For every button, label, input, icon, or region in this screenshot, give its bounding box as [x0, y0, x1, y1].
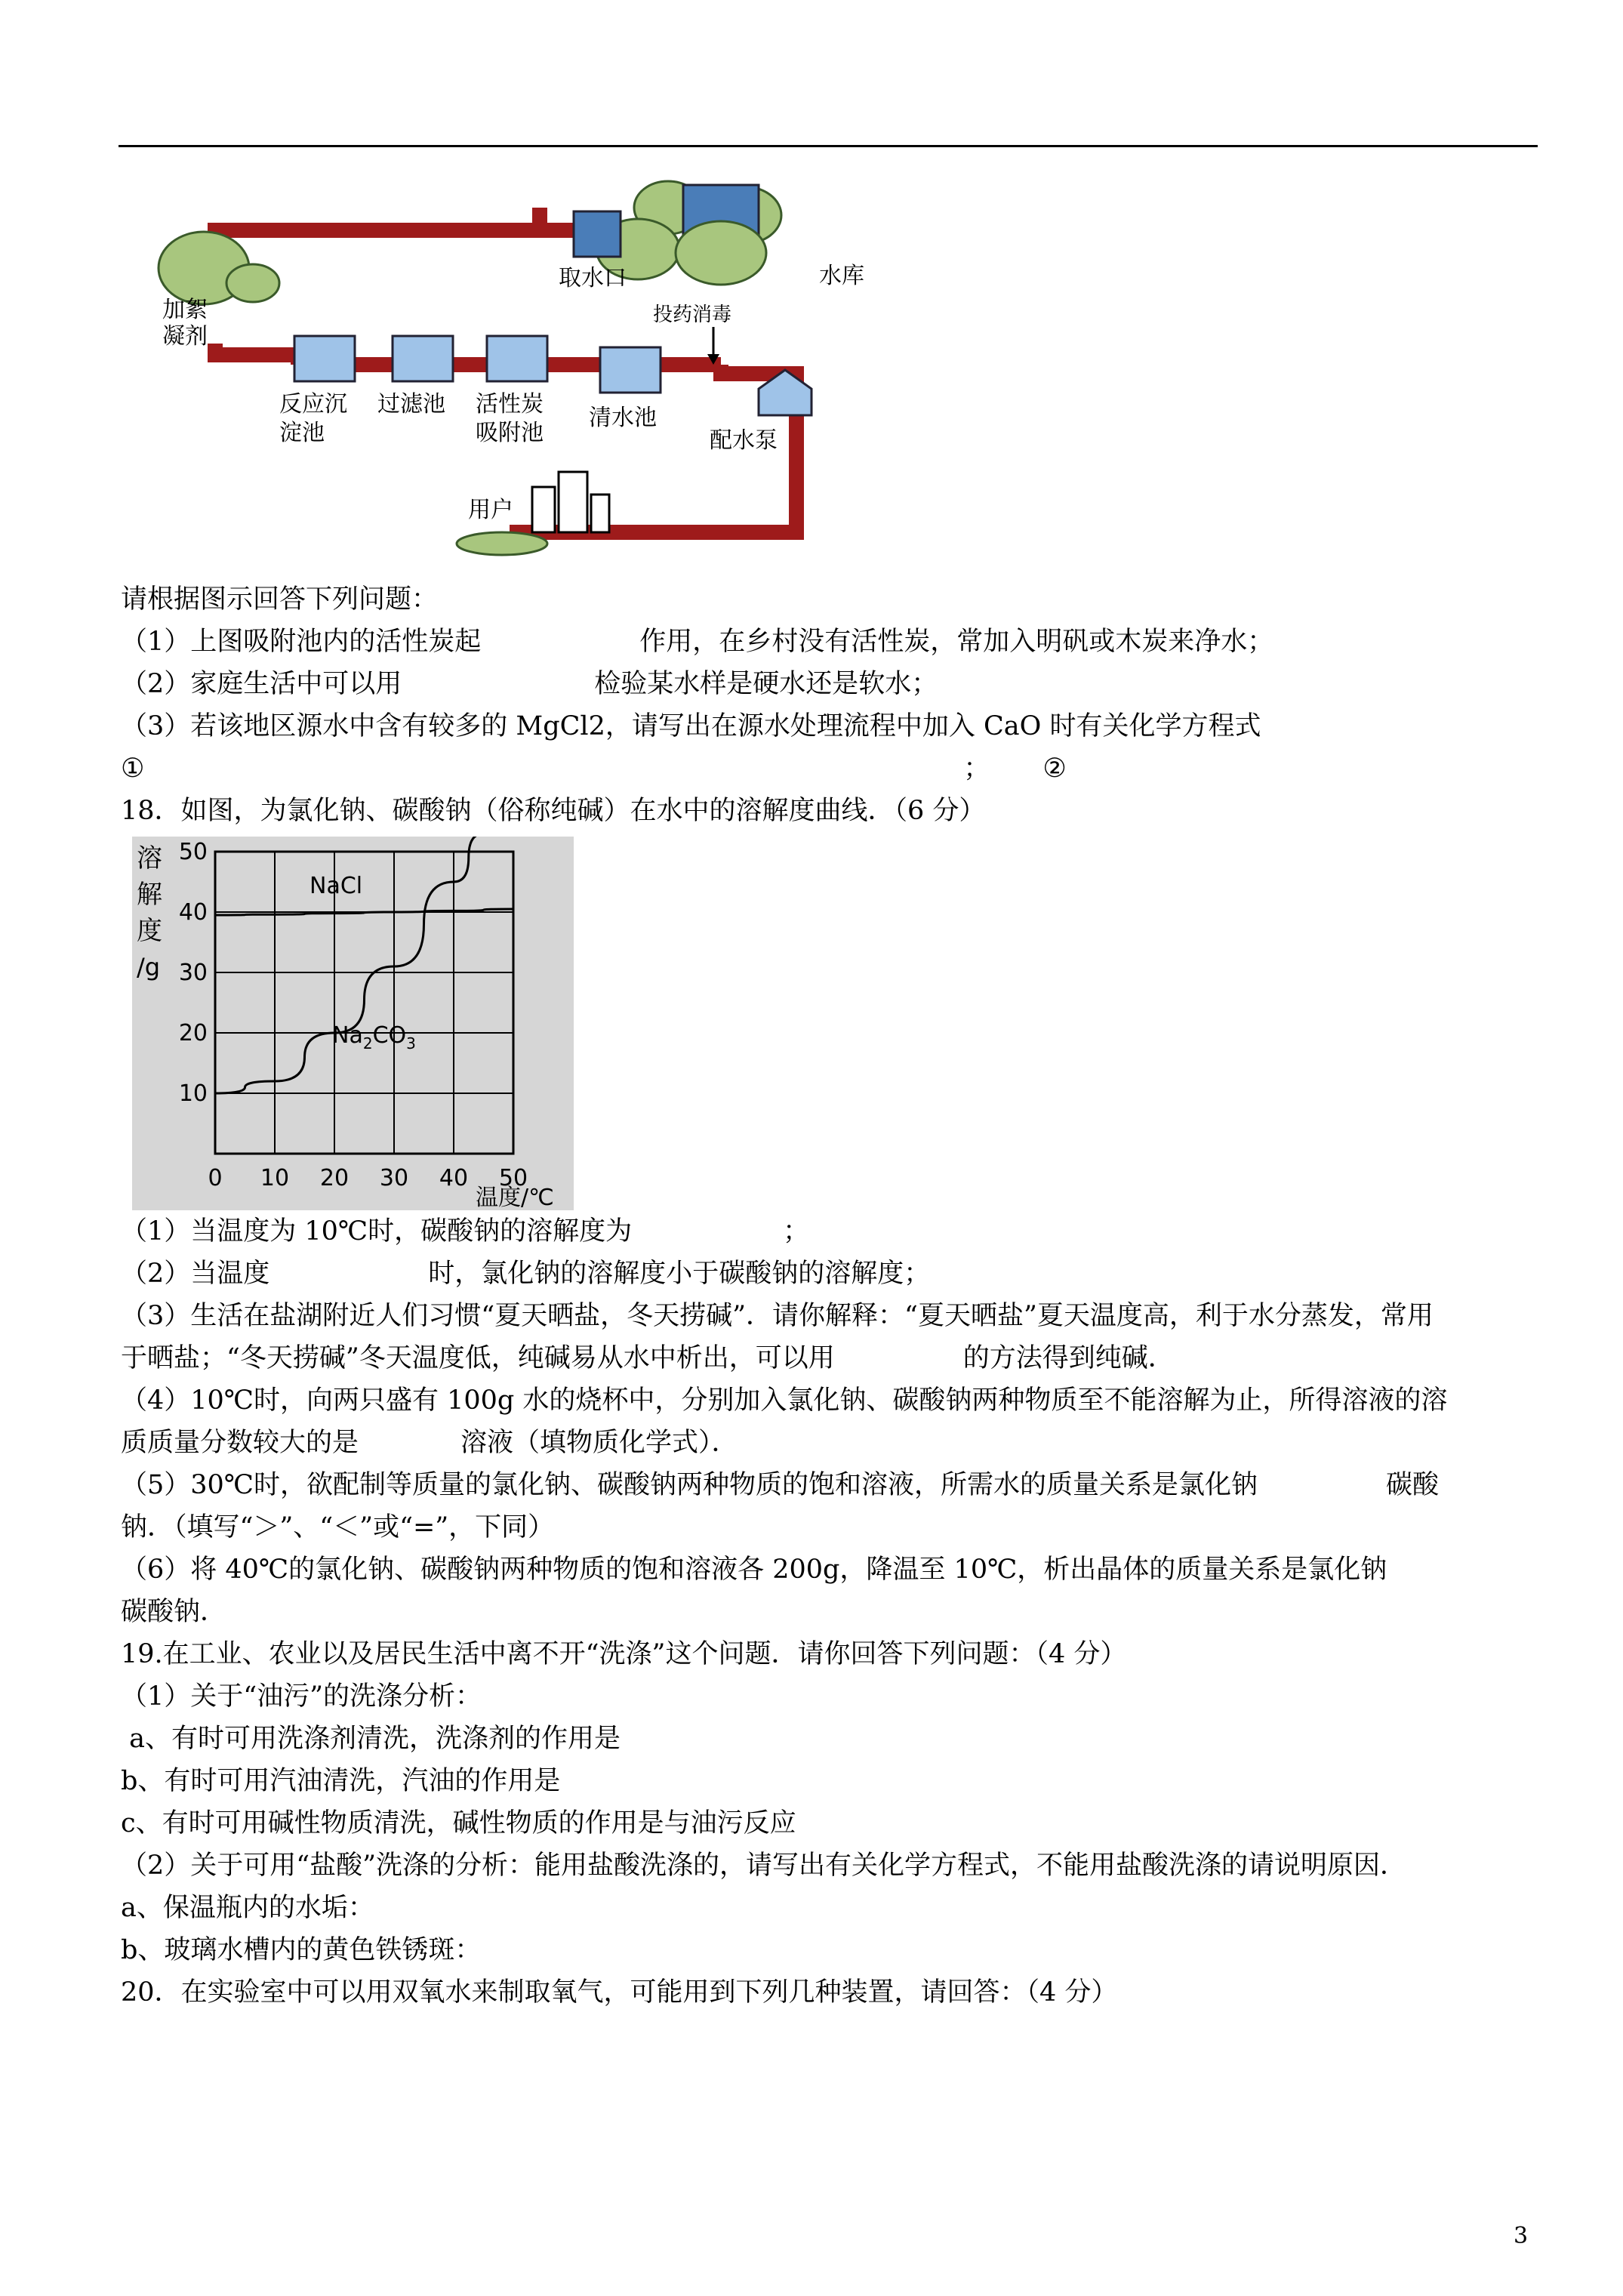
q17-part1 [121, 625, 1273, 658]
q17-circle-1: ① [121, 754, 145, 784]
label-reaction-1: 反应沉 [279, 391, 347, 418]
label-coagulant-2: 凝剂 [162, 323, 208, 350]
label-carbon-1: 活性炭 [476, 391, 544, 418]
q19-part1-c: c、有时可用碱性物质清洗，碱性物质的作用是与油污反应 [121, 1808, 796, 1838]
q17-p2-b: 检验某水样是硬水还是软水； [594, 669, 938, 699]
y-label-char-2: 解 [137, 880, 162, 910]
q18-part6-line1: （6）将 40℃的氯化钠、碳酸钠两种物质的饱和溶液各 200g，降温至 10℃，析出晶体的质量关系是氯化钠 [121, 1555, 1387, 1585]
na2co3-sub2: 2 [362, 1034, 373, 1052]
q17-part2 [121, 667, 938, 701]
x-tick-label: 0 [208, 1165, 223, 1191]
hill-coagulant [159, 232, 279, 304]
q18-p1-a: （1）当温度为 10℃时，碳酸钠的溶解度为 [121, 1216, 633, 1247]
q18-part4-line1: （4）10℃时，向两只盛有 100g 水的烧杯中，分别加入氯化钠、碳酸钠两种物质至不能溶解为止，所得溶液的溶 [121, 1385, 1448, 1416]
q18-p2-a: （2）当温度 [121, 1259, 270, 1289]
label-carbon-2: 吸附池 [476, 420, 544, 446]
q18-part3-line2 [121, 1342, 1175, 1375]
q18-p2-b: 时，氯化钠的溶解度小于碳酸钠的溶解度； [428, 1259, 931, 1289]
na2co3-co: CO [372, 1022, 407, 1049]
y-label-char-1: 溶 [137, 843, 162, 874]
q17-part3-answers [121, 752, 1067, 785]
na2co3-na: Na [332, 1022, 363, 1049]
user-bushes [457, 532, 547, 555]
label-disinfect: 投药消毒 [653, 304, 732, 326]
page-number: 3 [1514, 2223, 1529, 2249]
y-tick-label: 10 [178, 1080, 208, 1107]
x-tick-label: 40 [439, 1165, 469, 1191]
q17-p1-a: （1）上图吸附池内的活性炭起 [121, 627, 482, 657]
q18-p5-b: 碳酸 [1385, 1470, 1439, 1500]
series-label-na2co3 [332, 1022, 416, 1052]
intake-box [574, 211, 621, 257]
y-tick-label: 20 [178, 1020, 208, 1046]
user-buildings [532, 472, 609, 532]
solubility-chart [132, 837, 574, 1210]
label-reaction-2: 淀池 [279, 420, 325, 446]
q18-part1 [121, 1215, 809, 1248]
q19-part2-b: b、玻璃水槽内的黄色铁锈斑： [121, 1935, 482, 1965]
q18-part2 [121, 1257, 930, 1290]
q18-part5-line1 [121, 1469, 1439, 1502]
q17-circle-2: ② [1042, 754, 1067, 784]
na2co3-sub3: 3 [406, 1034, 416, 1052]
q18-p3-a: 于晒盐；“冬天捞碱”冬天温度低，纯碱易从水中析出，可以用 [121, 1343, 835, 1373]
q19-part1-a: a、有时可用洗涤剂清洗，洗涤剂的作用是 [121, 1724, 621, 1754]
y-tick-label: 40 [178, 899, 208, 926]
q17-intro: 请根据图示回答下列问题： [121, 584, 439, 615]
q20-title: 20．在实验室中可以用双氧水来制取氧气，可能用到下列几种装置，请回答：（4 分） [121, 1977, 1118, 2008]
q18-part5-line2: 钠．（填写“＞”、“＜”或“=”，下同） [121, 1512, 555, 1542]
y-label-char-4: /g [137, 953, 161, 982]
series-label-nacl: NaCl [310, 873, 363, 899]
q17-p1-b: 作用，在乡村没有活性炭，常加入明矾或木炭来净水； [639, 627, 1274, 657]
x-tick-label: 10 [260, 1165, 290, 1191]
y-label-char-3: 度 [137, 916, 162, 946]
q18-title: 18．如图，为氯化钠、碳酸钠（俗称纯碱）在水中的溶解度曲线．（6 分） [121, 796, 986, 826]
q18-part6-line2: 碳酸钠． [121, 1597, 227, 1627]
x-tick-label: 20 [319, 1165, 350, 1191]
x-tick-label: 30 [379, 1165, 409, 1191]
label-filter: 过滤池 [377, 391, 445, 418]
q18-p3-b: 的方法得到纯碱． [962, 1343, 1175, 1373]
q19-part2-a: a、保温瓶内的水垢： [121, 1893, 374, 1923]
x-axis-label: 温度/℃ [476, 1185, 554, 1210]
q17-p2-a: （2）家庭生活中可以用 [121, 669, 402, 699]
label-coagulant-1: 加絮 [162, 297, 208, 323]
q19-part2: （2）关于可用“盐酸”洗涤的分析：能用盐酸洗涤的，请写出有关化学方程式，不能用盐酸洗涤的请说明原因． [121, 1851, 1407, 1881]
label-reservoir: 水库 [819, 263, 864, 289]
x-tick-label: 50 [498, 1165, 528, 1191]
y-tick-label: 50 [178, 839, 208, 865]
label-user: 用户 [468, 497, 513, 523]
q17-part3: （3）若该地区源水中含有较多的 MgCl2，请写出在源水处理流程中加入 CaO 时有关化学方程式 [121, 711, 1261, 741]
q19-part1: （1）关于“油污”的洗涤分析： [121, 1681, 482, 1712]
q18-part3-line1: （3）生活在盐湖附近人们习惯“夏天晒盐，冬天捞碱”．请你解释：“夏天晒盐”夏天温度高，利于水分蒸发，常用 [121, 1301, 1434, 1331]
q18-p4-a: 质质量分数较大的是 [121, 1428, 359, 1458]
q18-p5-a: （5）30℃时，欲配制等质量的氯化钠、碳酸钠两种物质的饱和溶液，所需水的质量关系是氯化钠 [121, 1470, 1258, 1500]
q19-part1-b: b、有时可用汽油清洗，汽油的作用是 [121, 1766, 561, 1796]
q19-title: 19.在工业、农业以及居民生活中离不开“洗涤”这个问题．请你回答下列问题：（4 分） [121, 1639, 1127, 1669]
q17-semicolon: ； [963, 754, 990, 784]
header-rule [119, 145, 1538, 147]
y-tick-label: 30 [178, 960, 208, 986]
label-intake: 取水口 [559, 265, 627, 291]
q18-p1-b: ； [783, 1216, 810, 1247]
q18-p4-b: 溶液（填物质化学式）． [460, 1428, 738, 1458]
q18-part4-line2 [121, 1426, 738, 1459]
label-pump: 配水泵 [710, 427, 778, 454]
label-clear: 清水池 [589, 405, 657, 431]
water-treatment-diagram [147, 162, 902, 570]
